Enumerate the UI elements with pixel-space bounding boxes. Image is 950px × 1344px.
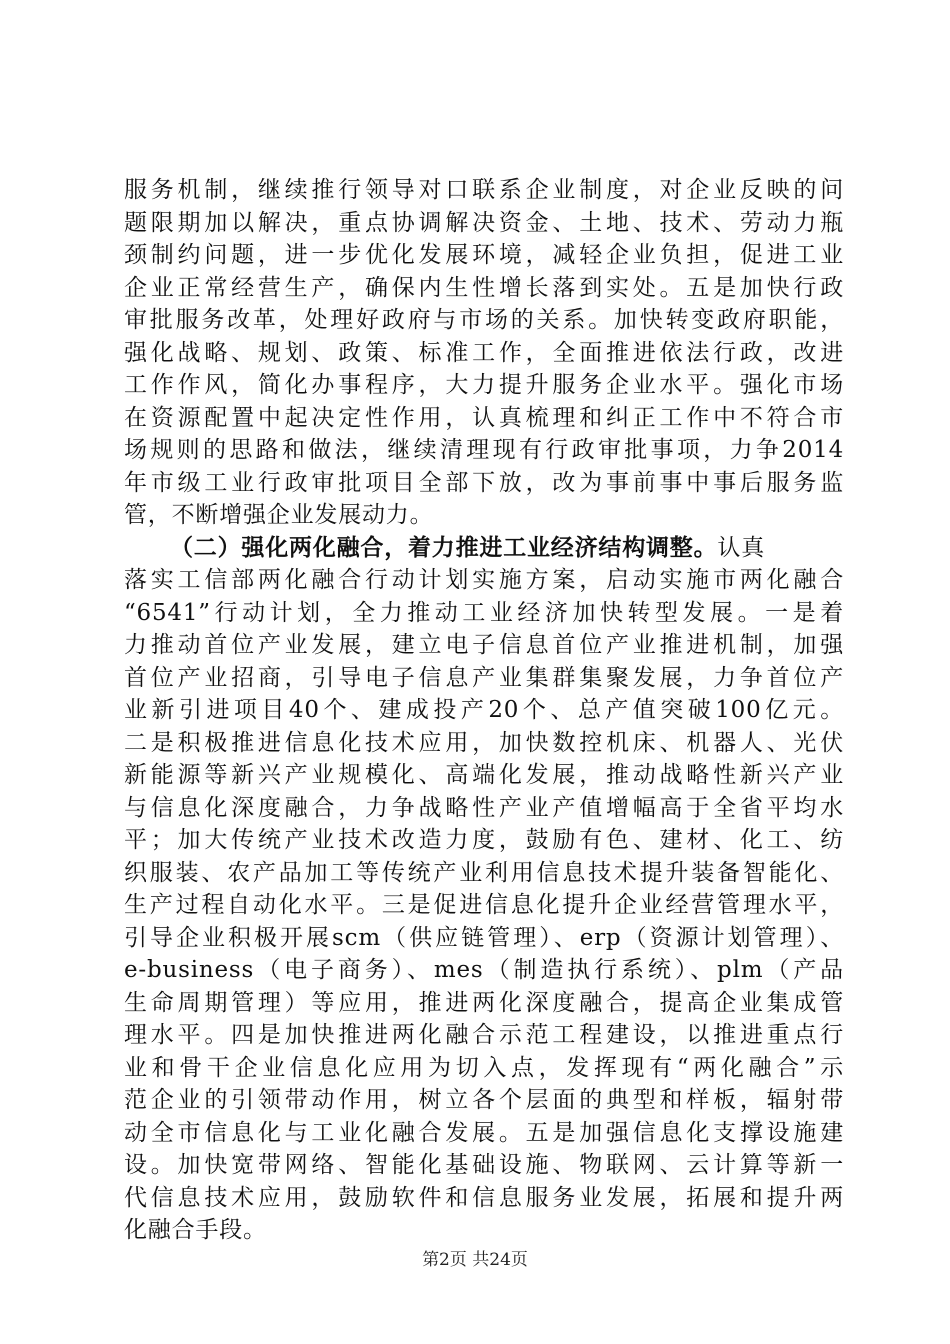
text-line: 引导企业积极开展scm（供应链管理）、erp（资源计划管理）、 (124, 924, 844, 951)
text-line: 首位产业招商，引导电子信息产业集群集聚发展，力争首位产 (124, 664, 844, 691)
text-line: 平；加大传统产业技术改造力度，鼓励有色、建材、化工、纺 (124, 827, 844, 853)
text-line: 生产过程自动化水平。三是促进信息化提升企业经营管理水平， (124, 892, 844, 918)
text-line: 管，不断增强企业发展动力。 (124, 502, 434, 528)
text-line: 设。加快宽带网络、智能化基础设施、物联网、云计算等新一 (124, 1152, 844, 1178)
text-line: 企业正常经营生产，确保内生性增长落到实处。五是加快行政 (124, 274, 844, 301)
section-heading: （二）强化两化融合，着力推进工业经济结构调整。 (170, 533, 718, 561)
text-line: 与信息化深度融合，力争战略性产业产值增幅高于全省平均水 (124, 794, 844, 821)
text-line: 强化战略、规划、政策、标准工作，全面推进依法行政，改进 (124, 339, 844, 366)
text-line: 新能源等新兴产业规模化、高端化发展，推动战略性新兴产业 (124, 762, 844, 788)
text-line: 颈制约问题，进一步优化发展环境，减轻企业负担，促进工业 (124, 242, 844, 268)
text-line: 理水平。四是加快推进两化融合示范工程建设，以推进重点行 (124, 1022, 844, 1048)
text-line: 二是积极推进信息化技术应用，加快数控机床、机器人、光伏 (124, 729, 844, 756)
text-line: 代信息技术应用，鼓励软件和信息服务业发展，拓展和提升两 (124, 1184, 844, 1211)
section-heading-tail: 认真 (717, 534, 766, 561)
text-line: 织服装、农产品加工等传统产业利用信息技术提升装备智能化、 (124, 859, 844, 886)
text-line: 场规则的思路和做法，继续清理现有行政审批事项，力争2014 (124, 437, 844, 463)
text-line: 审批服务改革，处理好政府与市场的关系。加快转变政府职能， (124, 307, 844, 333)
text-line: 年市级工业行政审批项目全部下放，改为事前事中事后服务监 (124, 469, 844, 496)
page-number-footer: 第2页 共24页 (422, 1250, 528, 1270)
text-line: 工作作风，简化办事程序，大力提升服务企业水平。强化市场 (124, 372, 844, 398)
text-line: 业新引进项目40个、建成投产20个、总产值突破100亿元。 (124, 697, 844, 723)
text-line: 力推动首位产业发展，建立电子信息首位产业推进机制，加强 (124, 632, 844, 658)
document-body (124, 174, 844, 1247)
text-line: 动全市信息化与工业化融合发展。五是加强信息化支撑设施建 (124, 1119, 844, 1146)
text-line: 服务机制，继续推行领导对口联系企业制度，对企业反映的问 (124, 177, 844, 203)
text-line: 落实工信部两化融合行动计划实施方案，启动实施市两化融合 (124, 567, 844, 593)
text-line: 化融合手段。 (124, 1217, 267, 1243)
text-line: 范企业的引领带动作用，树立各个层面的典型和样板，辐射带 (124, 1087, 844, 1113)
text-line: e-business（电子商务）、mes（制造执行系统）、plm（产品 (124, 957, 844, 983)
text-line: “6541”行动计划，全力推动工业经济加快转型发展。一是着 (124, 599, 844, 626)
text-line: 业和骨干企业信息化应用为切入点，发挥现有“两化融合”示 (124, 1054, 844, 1081)
text-line: 题限期加以解决，重点协调解决资金、土地、技术、劳动力瓶 (124, 209, 844, 236)
text-line: 生命周期管理）等应用，推进两化深度融合，提高企业集成管 (124, 989, 844, 1016)
text-line: 在资源配置中起决定性作用，认真梳理和纠正工作中不符合市 (124, 404, 844, 431)
section-heading-line (124, 532, 844, 565)
